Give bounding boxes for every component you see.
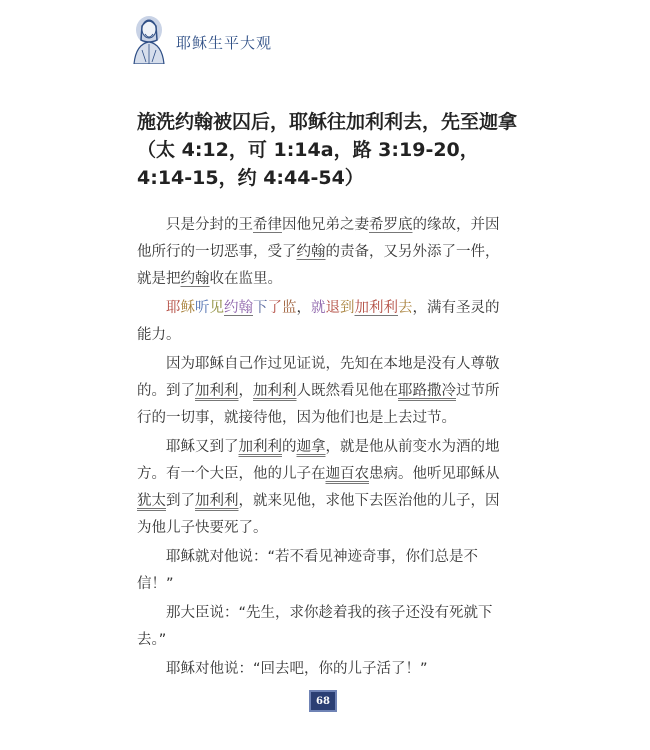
text-run: 耶稣又到了 — [166, 439, 239, 455]
place-galilee: 加利利 — [195, 493, 239, 509]
place-galilee: 加利利 — [253, 383, 297, 399]
paragraph-3 — [137, 351, 509, 432]
text-run: ，就来见他，求他下去医治他的儿子，因为他儿子快要死了。 — [137, 493, 500, 536]
text-run: 过节所行的一切事，就接待他，因为他们也是上去过节。 — [137, 383, 500, 426]
text-run: 收在监里。 — [209, 271, 282, 287]
paragraph-6: 那大臣说：“先生，求你趁着我的孩子还没有死就下去。” — [137, 605, 493, 648]
text-run: 只是分封的王 — [166, 217, 253, 233]
text-run: 因他兄弟之妻 — [282, 217, 369, 233]
page-header — [130, 14, 272, 64]
text-run: 的责备，又另外添了一件，就是把 — [137, 244, 500, 287]
paragraph-5: 耶稣就对他说：“若不看见神迹奇事，你们总是不信！” — [137, 549, 479, 592]
text-run: ，就是他从前变水为酒的地方。有一个大臣，他的儿子在 — [137, 439, 500, 482]
place-capernaum: 迦百农 — [325, 466, 369, 482]
text-run: ， — [238, 383, 253, 399]
name-herodias: 希罗底 — [369, 217, 413, 233]
text-run: 就 — [311, 300, 326, 316]
paragraph-4 — [137, 434, 509, 542]
text-run: 的 — [282, 439, 297, 455]
text-run: ，满有圣灵的能力。 — [137, 300, 500, 343]
text-run: 退 — [325, 300, 340, 316]
place-galilee: 加利利 — [195, 383, 239, 399]
text-run: ， — [296, 300, 311, 316]
header-title: 耶稣生平大观 — [176, 33, 273, 52]
name-herod: 希律 — [253, 217, 282, 233]
paragraph-2 — [137, 295, 509, 349]
place-galilee: 加利利 — [238, 439, 282, 455]
text-run: 稣 — [180, 300, 195, 316]
place-galilee: 加利利 — [354, 300, 398, 316]
text-run: 人既然看见他在 — [296, 383, 398, 399]
name-john: 约翰 — [180, 271, 210, 287]
text-run: 到了 — [166, 493, 195, 509]
name-john: 约翰 — [224, 300, 253, 316]
text-run: 监 — [282, 300, 297, 316]
place-cana: 迦拿 — [296, 439, 326, 455]
text-run: 耶 — [166, 300, 181, 316]
place-jerusalem: 耶路撒冷 — [398, 383, 456, 399]
name-john: 约翰 — [296, 244, 326, 260]
text-run: 去 — [398, 300, 413, 316]
text-run: 的缘故，并因他所行的一切恶事，受了 — [137, 217, 500, 260]
text-run: 患病。他听见耶稣从 — [369, 466, 500, 482]
body-text — [137, 212, 509, 685]
jesus-portrait-icon — [130, 14, 168, 64]
text-run: 了 — [267, 300, 282, 316]
paragraph-7: 耶稣对他说：“回去吧，你的儿子活了！” — [166, 661, 428, 677]
place-judea: 犹太 — [137, 493, 166, 509]
text-run: 见 — [209, 300, 224, 316]
section-heading: 施洗约翰被囚后，耶稣往加利利去，先至迦拿（太 4:12，可 1:14a，路 3:19-20，4:14-15，约 4:44-54） — [137, 111, 518, 189]
text-run: 听 — [195, 300, 210, 316]
text-run: 下 — [253, 300, 268, 316]
page-number-badge: 68 — [309, 690, 337, 712]
text-run: 因为耶稣自己作过见证说，先知在本地是没有人尊敬的。到了 — [137, 356, 500, 399]
paragraph-1 — [137, 212, 509, 293]
text-run: 到 — [340, 300, 355, 316]
